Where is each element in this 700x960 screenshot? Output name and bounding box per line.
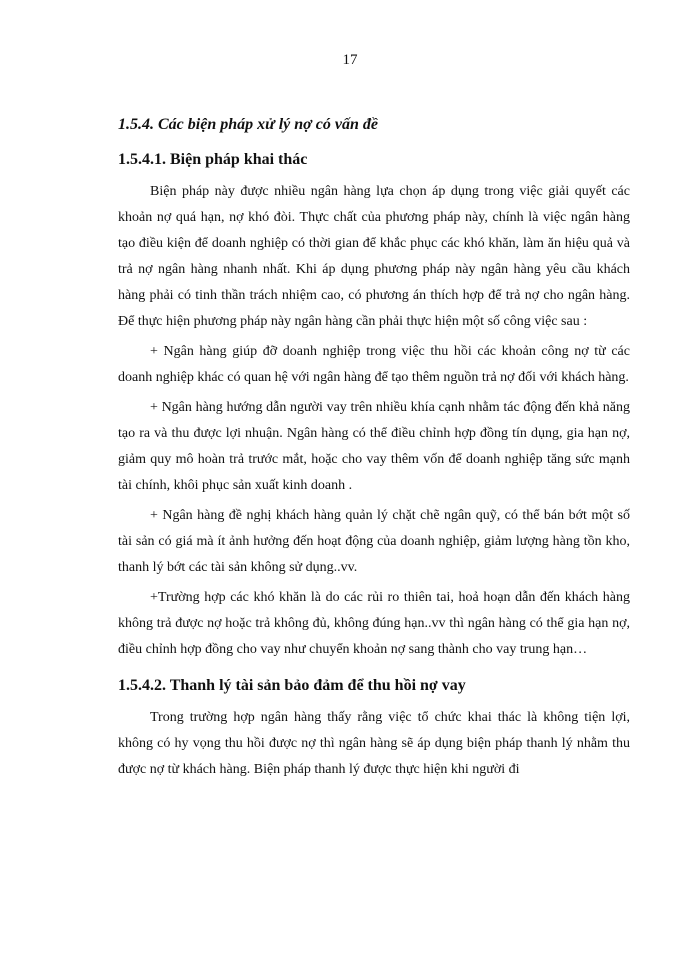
paragraph-disaster: +Trường hợp các khó khăn là do các rủi ro thiên tai, hoả hoạn dẫn đến khách hàng không trả được nợ hoặc trả không đủ, không đúng hạn..vv thì ngân hàng có thể gia hạn nợ, điều chỉnh hợp đồng cho vay như chuyển khoản nợ sang thành cho vay trung hạn… bbox=[118, 590, 630, 657]
subsection-title-exploitation: 1.5.4.1. Biện pháp khai thác bbox=[118, 151, 308, 168]
paragraph-liquidation: Trong trường hợp ngân hàng thấy rằng việc tổ chức khai thác là không tiện lợi, không có hy vọng thu hồi được nợ thì ngân hàng sẽ áp dụng biện pháp thanh lý nhằm thu được nợ từ khách hàng. Biện pháp thanh lý được thực hiện khi người đi bbox=[118, 710, 630, 777]
paragraph-debt-recovery: + Ngân hàng giúp đỡ doanh nghiệp trong việc thu hồi các khoản công nợ từ các doanh nghiệp khác có quan hệ với ngân hàng để tạo thêm nguồn trả nợ đối với khách hàng. bbox=[118, 344, 630, 385]
page-number: 17 bbox=[342, 52, 358, 68]
section-title: 1.5.4. Các biện pháp xử lý nợ có vấn đề bbox=[118, 116, 378, 133]
paragraph-guidance: + Ngân hàng hướng dẫn người vay trên nhiều khía cạnh nhằm tác động đến khả năng tạo ra và thu được lợi nhuận. Ngân hàng có thể điều chỉnh hợp đồng tín dụng, gia hạn nợ, giảm quy mô hoàn trả trước mắt, hoặc cho vay thêm vốn để doanh nghiệp tăng sức mạnh tài chính, khôi phục sản xuất kinh doanh . bbox=[118, 400, 630, 493]
paragraph-treasury: + Ngân hàng đề nghị khách hàng quản lý chặt chẽ ngân quỹ, có thể bán bớt một số tài sản có giá mà ít ảnh hưởng đến hoạt động của doanh nghiệp, giảm lượng hàng tồn kho, thanh lý bớt các tài sản không sử dụng..vv. bbox=[118, 508, 630, 575]
subsection-title-liquidation: 1.5.4.2. Thanh lý tài sản bảo đảm để thu hồi nợ vay bbox=[118, 677, 466, 694]
paragraph-intro: Biện pháp này được nhiều ngân hàng lựa chọn áp dụng trong việc giải quyết các khoản nợ quá hạn, nợ khó đòi. Thực chất của phương pháp này, chính là việc ngân hàng tạo điều kiện để doanh nghiệp có thời gian để khắc phục các khó khăn, làm ăn hiệu quả và trả nợ ngân hàng nhanh nhất. Khi áp dụng phương pháp này ngân hàng yêu cầu khách hàng phải có tinh thần trách nhiệm cao, có phương án thích hợp để trả nợ cho ngân hàng. Để thực hiện phương pháp này ngân hàng cần phải thực hiện một số công việc sau : bbox=[118, 184, 630, 329]
page-content bbox=[118, 112, 630, 787]
